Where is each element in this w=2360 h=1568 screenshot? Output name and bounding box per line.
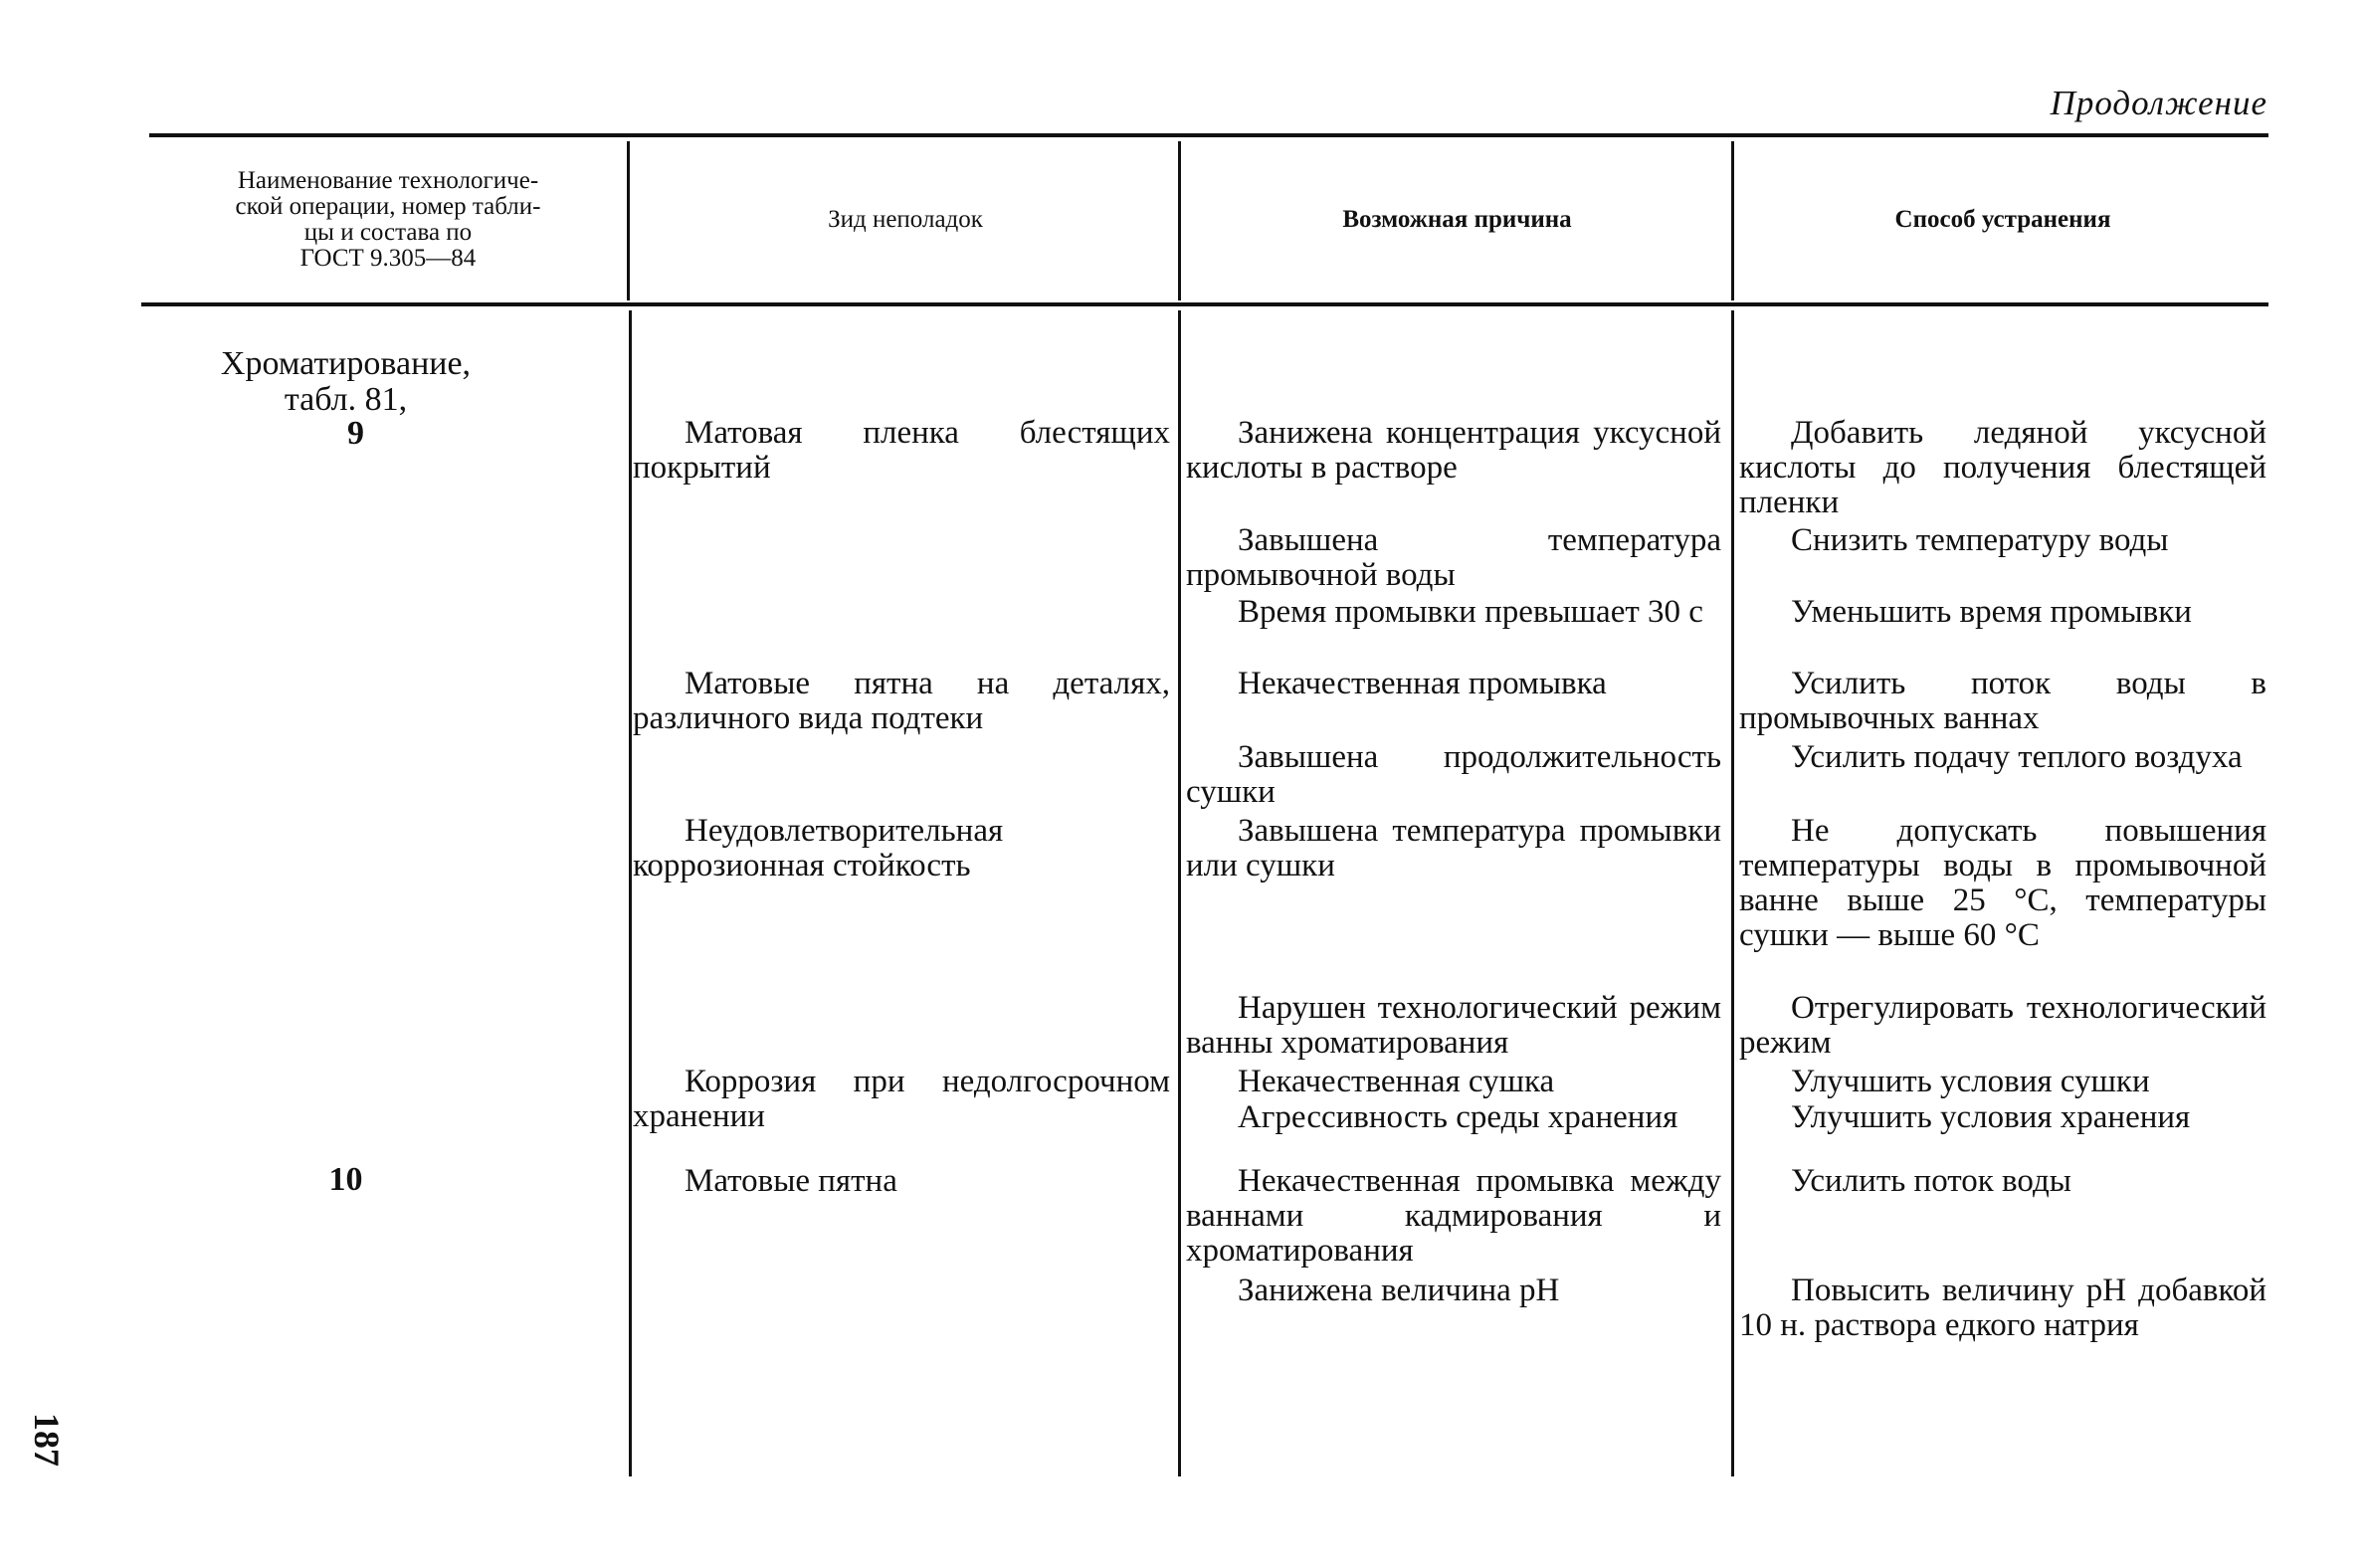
cause-cell: Время промывки превышает 30 с (1238, 594, 1703, 630)
body-separator-3 (1731, 310, 1734, 1476)
table-top-rule (149, 133, 2268, 137)
remedy-cell: Добавить ледяной уксусной кислоты до получения блестящей пленки (1739, 415, 2266, 520)
defect-cell: Коррозия при недолгосрочном хранении (633, 1064, 1170, 1134)
header-separator-1 (627, 141, 630, 300)
cause-cell: Занижена концентрация уксусной кислоты в растворе (1186, 415, 1721, 486)
page-number: 187 (27, 1413, 67, 1467)
remedy-cell: Улучшить условия сушки (1791, 1064, 2150, 1099)
cause-cell: Некачественная промывка между ваннами кадмирования и хроматирования (1186, 1163, 1721, 1269)
operation-number-9: 9 (347, 415, 364, 452)
defect-cell: Матовая пленка блестящих покрытий (633, 415, 1170, 486)
defect-cell: Матовые пятна на деталях, различного вида подтеки (633, 666, 1170, 736)
remedy-cell: Уменьшить время промывки (1791, 594, 2192, 630)
cause-cell: Некачественная промывка (1238, 666, 1607, 701)
header-separator-3 (1731, 141, 1734, 300)
remedy-cell: Не допускать повышения температуры воды в промывочной ванне выше 25 °C, температуры сушки — выше 60 °C (1739, 813, 2266, 953)
defect-cell: Матовые пятна (685, 1163, 897, 1199)
remedy-cell: Усилить поток воды в промывочных ваннах (1739, 666, 2266, 736)
continuation-label: Продолжение (2050, 84, 2267, 122)
remedy-cell: Повысить величину pH добавкой 10 н. раствора едкого натрия (1739, 1273, 2266, 1343)
remedy-cell: Отрегулировать технологический режим (1739, 990, 2266, 1061)
header-remedy: Способ устранения (1894, 206, 2111, 233)
cause-cell: Агрессивность среды хранения (1238, 1099, 1678, 1135)
cause-cell: Завышена продолжительность сушки (1186, 739, 1721, 810)
cause-cell: Некачественная сушка (1238, 1064, 1555, 1099)
remedy-cell: Улучшить условия хранения (1791, 1099, 2191, 1135)
operation-name: Хроматирование, (220, 345, 472, 382)
cause-cell: Завышена температура промывочной воды (1186, 522, 1721, 593)
cause-cell: Занижена величина pH (1238, 1273, 1560, 1308)
body-separator-2 (1178, 310, 1181, 1476)
header-operation: Наименование технологиче- ской операции, номер табли- цы и состава по ГОСТ 9.305—84 (235, 167, 541, 272)
header-bottom-rule (141, 302, 2268, 306)
header-separator-2 (1178, 141, 1181, 300)
cause-cell: Завышена температура промывки или сушки (1186, 813, 1721, 883)
header-defect-type: Зид неполадок (828, 206, 983, 233)
body-separator-1 (629, 310, 632, 1476)
header-possible-cause: Возможная причина (1342, 206, 1572, 233)
cause-cell: Нарушен технологический режим ванны хроматирования (1186, 990, 1721, 1061)
defect-cell: Неудовлетворительная коррозионная стойкость (633, 813, 1004, 883)
remedy-cell: Усилить подачу теплого воздуха (1791, 739, 2243, 775)
operation-number-10: 10 (328, 1161, 363, 1198)
operation-table: табл. 81, (284, 381, 408, 418)
remedy-cell: Усилить поток воды (1791, 1163, 2071, 1199)
remedy-cell: Снизить температуру воды (1791, 522, 2169, 558)
